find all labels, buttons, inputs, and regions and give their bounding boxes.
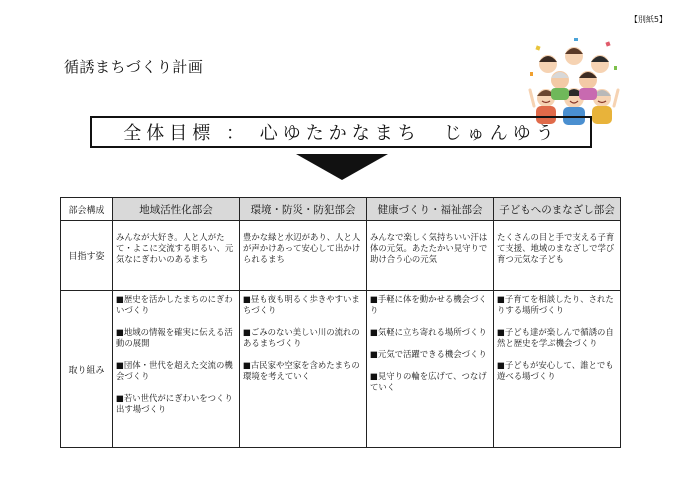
action-item: ■古民家や空家を含めたまちの環境を考えていく — [243, 360, 360, 381]
committee-header: 子どもへのまなざし部会 — [494, 198, 621, 221]
actions-cell — [494, 291, 621, 448]
action-item: ■昼も夜も明るく歩きやすいまちづくり — [243, 294, 360, 315]
row-label-committees: 部会構成 — [61, 198, 113, 221]
action-item: ■歴史を活かしたまちのにぎわいづくり — [116, 294, 233, 315]
goal-cell — [240, 221, 367, 291]
action-item: ■団体・世代を超えた交流の機会づくり — [116, 360, 233, 381]
committee-header: 環境・防災・防犯部会 — [240, 198, 367, 221]
committee-header: 地域活性化部会 — [113, 198, 240, 221]
action-item: ■見守りの輪を広げて、つなげていく — [370, 371, 487, 392]
actions-cell — [240, 291, 367, 448]
actions-cell — [367, 291, 494, 448]
down-arrow-icon — [296, 154, 388, 180]
action-item: ■地域の情報を確実に伝える活動の展開 — [116, 327, 233, 348]
goal-text: みんなが大好き。人と人がたて・よこに交流する明るい、元気なにぎわいのあるまち — [116, 232, 234, 264]
overall-goal-banner: 全体目標 ： 心ゆたかなまち じゅんゆう — [90, 116, 592, 148]
action-item: ■手軽に体を動かせる機会づくり — [370, 294, 487, 315]
action-item: ■子どもが安心して、誰とでも遊べる場づくり — [497, 360, 614, 381]
goal-cell — [113, 221, 240, 291]
attachment-tag: 【別紙5】 — [629, 15, 667, 24]
goal-text: みんなで楽しく気持ちいい汗は体の元気。あたたかい見守りで助け合う心の元気 — [370, 232, 488, 264]
row-label-goals: 目指す姿 — [61, 221, 113, 291]
actions-cell — [113, 291, 240, 448]
actions-row — [61, 291, 621, 448]
committee-row — [61, 198, 621, 221]
action-item: ■若い世代がにぎわいをつくり出す場づくり — [116, 393, 233, 414]
goal-cell — [367, 221, 494, 291]
goal-cell — [494, 221, 621, 291]
action-item: ■元気で活躍できる機会づくり — [370, 349, 487, 359]
goal-text: たくさんの目と手で支える子育て支援、地域のまなざしで学び育つ元気な子ども — [497, 232, 615, 264]
action-item: ■子ども達が楽しんで循誘の自然と歴史を学ぶ機会づくり — [497, 327, 614, 348]
page-title: 循誘まちづくり計画 — [64, 58, 204, 76]
goal-text: 豊かな緑と水辺があり、人と人が声かけあって安心して出かけられるまち — [243, 232, 361, 264]
action-item: ■ごみのない美しい川の流れのあるまちづくり — [243, 327, 360, 348]
goals-row — [61, 221, 621, 291]
plan-table — [60, 197, 621, 448]
action-item: ■子育てを相談したり、されたりする場所づくり — [497, 294, 614, 315]
action-item: ■気軽に立ち寄れる場所づくり — [370, 327, 487, 337]
committee-header: 健康づくり・福祉部会 — [367, 198, 494, 221]
row-label-actions: 取り組み — [61, 291, 113, 448]
crowd-illustration — [528, 36, 620, 126]
